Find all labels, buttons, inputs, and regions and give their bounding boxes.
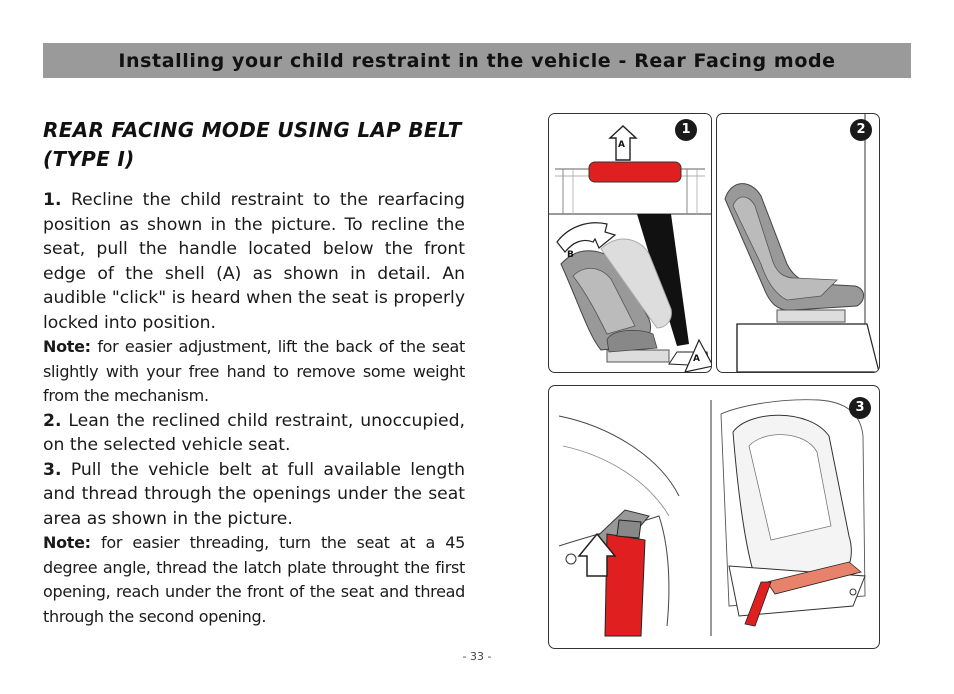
figure-1-panel: [548, 113, 712, 373]
figure-number-badge: 1: [675, 119, 697, 141]
page-number: - 33 -: [462, 650, 492, 663]
figure-3-illustration: [549, 386, 879, 648]
figure-1-illustration: [549, 114, 711, 372]
step-number: 1.: [43, 190, 62, 210]
step-text: Pull the vehicle belt at full available length and thread through the openings under the seat area as shown in the picture.: [43, 459, 465, 529]
figure-number-badge: 2: [850, 119, 872, 141]
step-text: Lean the reclined child restraint, unoccupied, on the selected vehicle seat.: [43, 410, 465, 455]
note-label: Note:: [43, 533, 91, 552]
header-bar: [43, 43, 911, 78]
note-text: for easier threading, turn the seat at a 45 degree angle, thread the latch plate throught the first opening, reach under the front of the seat and thread through the second opening.: [43, 533, 465, 626]
figure-3-panel: [548, 385, 880, 649]
step-text: Recline the child restraint to the rearfacing position as shown in the picture. To recline the seat, pull the handle located below the front edge of the shell (A) as shown in detail. An audible "click" is heard when the seat is properly locked into position.: [43, 190, 465, 333]
label-b: B: [567, 250, 574, 260]
note-2: [43, 531, 465, 629]
label-a-top: A: [618, 140, 625, 150]
step-2: [43, 409, 465, 458]
label-a-bottom: A: [693, 354, 700, 364]
step-number: 2.: [43, 410, 62, 431]
page-title: Installing your child restraint in the vehicle - Rear Facing mode: [118, 50, 836, 72]
figure-number-badge: 3: [849, 397, 871, 419]
note-text: for easier adjustment, lift the back of the seat slightly with your free hand to remove some weight from the mechanism.: [43, 337, 465, 405]
instructions: [43, 188, 465, 629]
step-1: [43, 188, 465, 335]
step-number: 3.: [43, 459, 62, 480]
figure-2-panel: [716, 113, 880, 373]
note-label: Note:: [43, 337, 91, 356]
section-title: REAR FACING MODE USING LAP BELT (TYPE I): [43, 118, 462, 171]
figure-2-illustration: [717, 114, 879, 372]
step-3: [43, 458, 465, 532]
note-1: [43, 335, 465, 409]
